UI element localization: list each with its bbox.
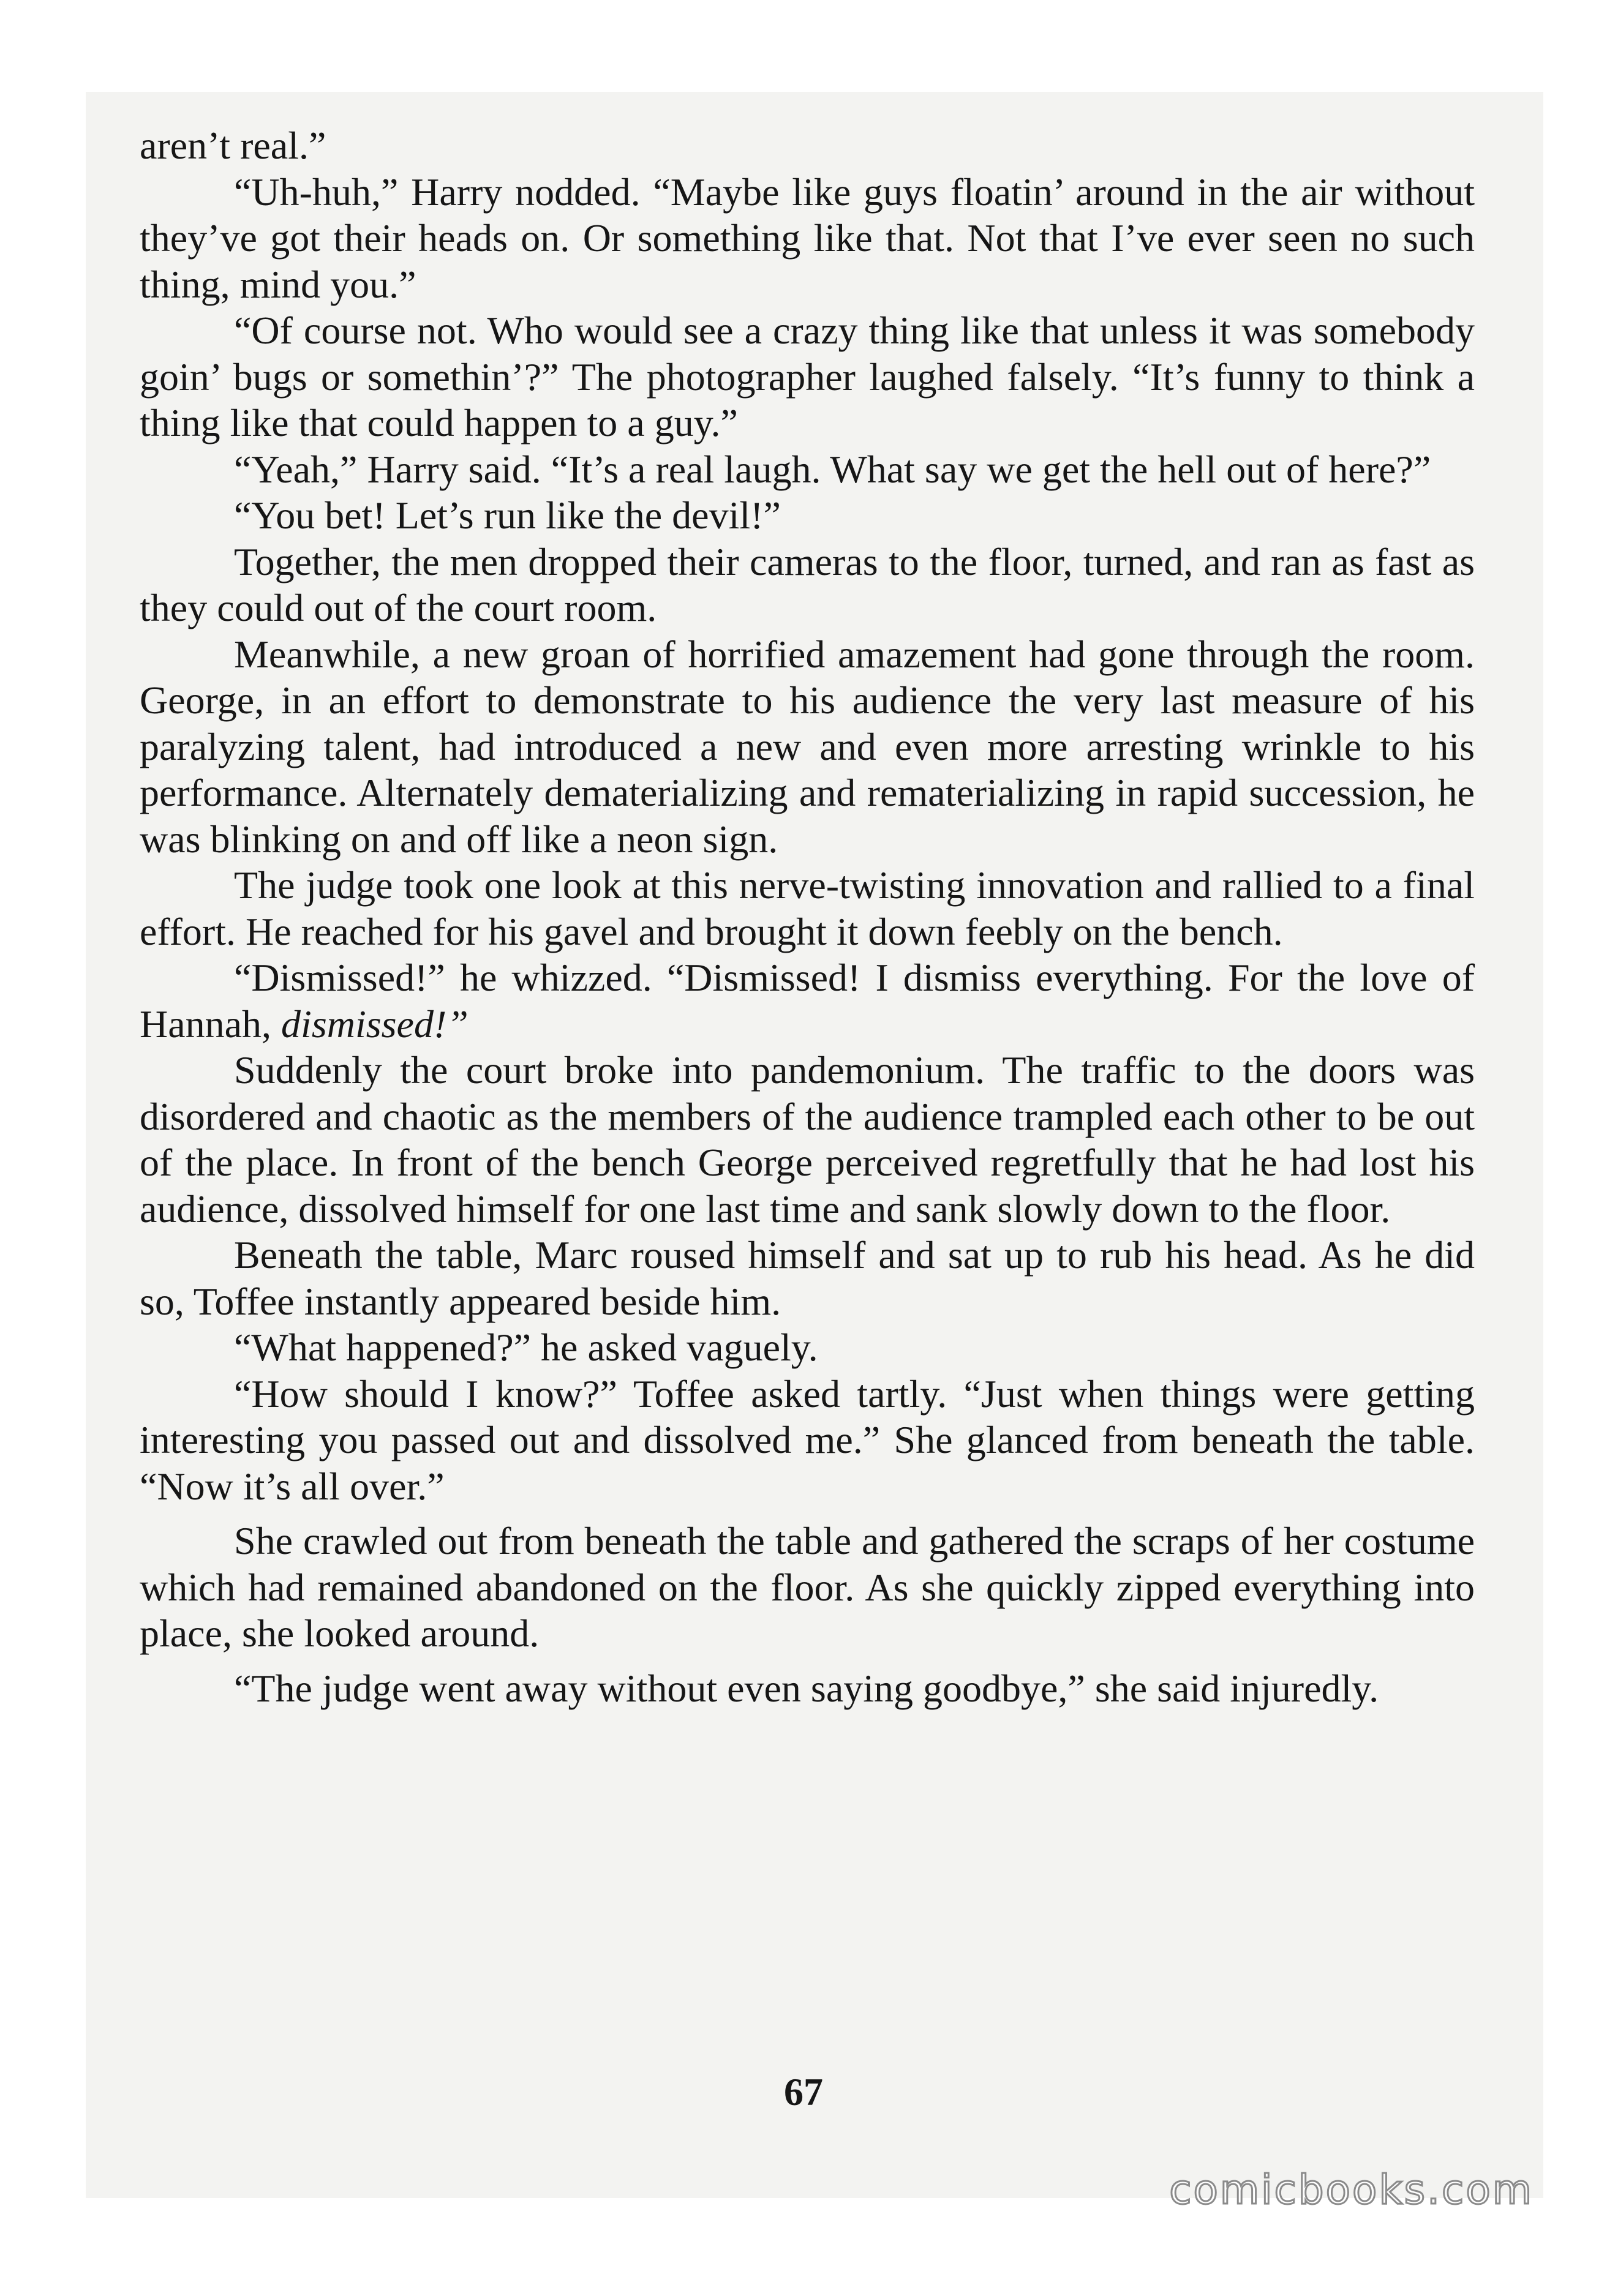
paragraph: Together, the men dropped their cameras to the floor, turned, and ran as fast as they could out of the court room. bbox=[140, 539, 1475, 629]
paragraph: “You bet! Let’s run like the devil!” bbox=[234, 493, 781, 537]
watermark: comicbooks.com bbox=[1169, 2166, 1534, 2213]
paragraph: She crawled out from beneath the table and gathered the scraps of her costume which had remained abandoned on the floor. As she quickly zipped everything into place, she looked around. bbox=[140, 1519, 1475, 1655]
paragraph: “Yeah,” Harry said. “It’s a real laugh. What say we get the hell out of here?” bbox=[234, 447, 1431, 491]
emphasis: dismissed!” bbox=[281, 1002, 469, 1046]
paragraph: Beneath the table, Marc roused himself and sat up to rub his head. As he did so, Toffee instantly appeared beside him. bbox=[140, 1233, 1475, 1323]
paragraph: “The judge went away without even saying goodbye,” she said injuredly. bbox=[234, 1666, 1379, 1710]
body-text bbox=[140, 122, 1475, 1711]
paragraph: The judge took one look at this nerve-twisting innovation and rallied to a final effort. He reached for his gavel and brought it down feebly on the bench. bbox=[140, 863, 1475, 953]
page-number: 67 bbox=[784, 2070, 823, 2114]
paragraph: “What happened?” he asked vaguely. bbox=[234, 1326, 818, 1369]
paragraph: “How should I know?” Toffee asked tartly. “Just when things were getting interesting you passed out and dissolved me.” She glanced from beneath the table. “Now it’s all over.” bbox=[140, 1371, 1475, 1508]
paragraph: “Of course not. Who would see a crazy thing like that unless it was somebody goin’ bugs or somethin’?” The photographer laughed falsely. “It’s funny to think a thing like that could happen to a guy.” bbox=[140, 309, 1475, 445]
paragraph: aren’t real.” bbox=[140, 124, 326, 167]
paragraph: Meanwhile, a new groan of horrified amazement had gone through the room. George, in an effort to demonstrate to his audience the very last measure of his paralyzing talent, had introduced a new and even more arresting wrinkle to his performance. Alternately dematerializing and rematerializing in rapid succession, he was blinking on and off like a neon sign. bbox=[140, 632, 1475, 861]
paragraph: “Dismissed!” he whizzed. “Dismissed! I dismiss everything. For the love of Hannah, dismissed!” bbox=[140, 956, 1475, 1046]
paragraph: Suddenly the court broke into pandemonium. The traffic to the doors was disordered and chaotic as the members of the audience trampled each other to be out of the place. In front of the bench George perceived regretfully that he had lost his audience, dissolved himself for one last time and sank slowly down to the floor. bbox=[140, 1048, 1475, 1231]
paragraph: “Uh-huh,” Harry nodded. “Maybe like guys floatin’ around in the air without they’ve got their heads on. Or something like that. Not that I’ve ever seen no such thing, mind you.” bbox=[140, 170, 1475, 306]
